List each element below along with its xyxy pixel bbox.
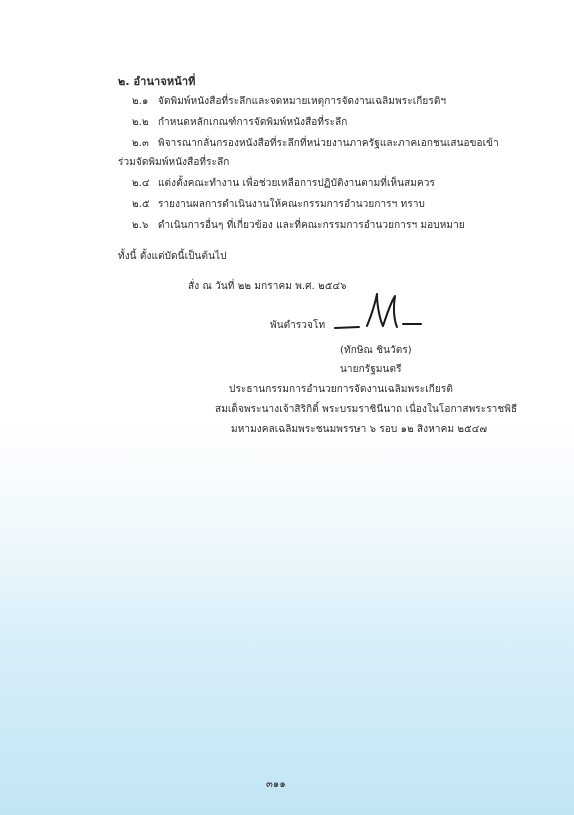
order-date: สั่ง ณ วันที่ ๒๒ มกราคม พ.ศ. ๒๕๔๖	[188, 281, 347, 292]
list-item	[132, 220, 465, 232]
item-text: พิจารณากลั่นกรองหนังสือที่ระลึกที่หน่วยงานภาครัฐและภาคเอกชนเสนอขอเข้า	[158, 138, 499, 149]
item-text: แต่งตั้งคณะทำงาน เพื่อช่วยเหลือการปฏิบัติงานตามที่เห็นสมควร	[158, 178, 435, 189]
item-number: ๒.๒	[132, 117, 149, 128]
page-number: ๓๑๑	[266, 779, 286, 790]
item-text: กำหนดหลักเกณฑ์การจัดพิมพ์หนังสือที่ระลึก	[158, 117, 348, 128]
item-number: ๒.๑	[132, 96, 149, 107]
item-number: ๒.๕	[132, 199, 150, 210]
list-item	[132, 117, 347, 129]
item-text: ร่วมจัดพิมพ์หนังสือที่ระลึก	[118, 157, 230, 168]
signer-rank: พันตำรวจโท	[270, 320, 326, 331]
item-number: ๒.๖	[132, 220, 149, 231]
signer-role-line-1: ประธานกรรมการอำนวยการจัดงานเฉลิมพระเกียรติ	[229, 384, 453, 395]
signer-position: นายกรัฐมนตรี	[340, 364, 402, 375]
item-text: จัดพิมพ์หนังสือที่ระลึกและจดหมายเหตุการจัดงานเฉลิมพระเกียรติฯ	[158, 96, 447, 107]
signer-role-line-2: สมเด็จพระนางเจ้าสิริกิติ์ พระบรมราชินีนาถ เนื่องในโอกาสพระราชพิธี	[215, 404, 518, 415]
signer-role-line-3: มหามงคลเฉลิมพระชนมพรรษา ๖ รอบ ๑๒ สิงหาคม ๒๕๔๗	[231, 424, 488, 435]
list-item	[132, 178, 435, 190]
list-item	[132, 199, 425, 211]
effective-statement: ทั้งนี้ ตั้งแต่บัดนี้เป็นต้นไป	[118, 251, 227, 262]
item-text: ดำเนินการอื่นๆ ที่เกี่ยวข้อง และที่คณะกรรมการอำนวยการฯ มอบหมาย	[158, 220, 465, 231]
list-item	[132, 138, 499, 150]
item-number: ๒.๔	[132, 178, 150, 189]
handwritten-signature	[333, 290, 423, 338]
list-item	[132, 96, 446, 108]
section-heading: ๒. อำนาจหน้าที่	[118, 75, 196, 88]
list-item-continuation	[118, 157, 229, 169]
item-number: ๒.๓	[132, 138, 149, 149]
item-text: รายงานผลการดำเนินงานให้คณะกรรมการอำนวยการฯ ทราบ	[158, 199, 425, 210]
signer-name: (ทักษิณ ชินวัตร)	[340, 345, 412, 356]
